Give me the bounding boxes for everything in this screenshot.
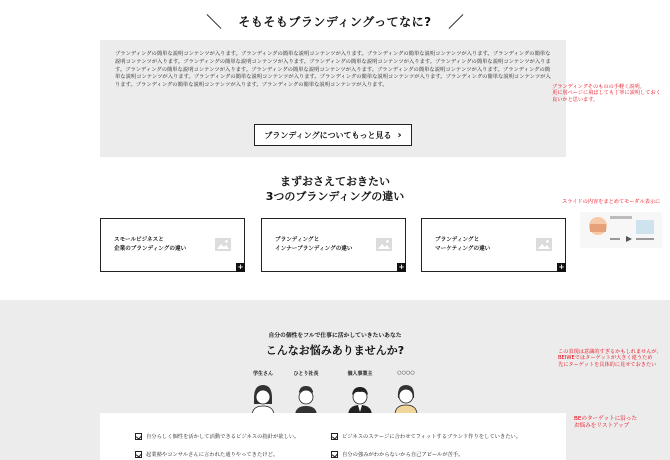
student-avatar-icon (248, 382, 278, 416)
image-placeholder-icon (215, 238, 231, 251)
section2-title-line1: まずおさえておきたい (280, 175, 390, 188)
checkbox-checked-icon (135, 433, 142, 440)
troubles-title: こんなお悩みありませんか? (265, 344, 405, 357)
card-title-line1: スモールビジネスと (114, 237, 164, 243)
image-placeholder-icon (536, 238, 552, 251)
annotation-note-2: スライドの内容をまとめてモーダル表示に (562, 199, 661, 205)
card-small-business[interactable] (100, 218, 245, 272)
card-inner-branding[interactable] (261, 218, 406, 272)
troubles-subtitle: 自分の個性をフルで仕事に活かしていきたいあなた (268, 333, 402, 339)
card-title-line2: マーケティングの違い (435, 246, 491, 252)
section1-heading (0, 11, 670, 31)
troubles-list-panel (100, 413, 566, 460)
slash-left-icon (207, 14, 222, 29)
persona-label: 学生さん (252, 371, 273, 377)
annotation-note-3: この表現は意識的すぎるかもしれませんが、 BEIWEではターゲットが大きく違うため 先にターゲットを具体的に見せておきたい (558, 349, 662, 368)
card-marketing[interactable] (421, 218, 566, 272)
checkbox-checked-icon (331, 433, 338, 440)
card-title (275, 236, 352, 254)
slash-right-icon (448, 14, 463, 29)
plus-icon[interactable]: + (558, 263, 565, 271)
section2-title-line2: 3つのブランディングの違い (265, 190, 405, 203)
image-placeholder-icon (376, 238, 392, 251)
card-title-line1: ブランディングと (435, 237, 480, 243)
description-panel (100, 40, 566, 157)
persona-label: 個人事業主 (347, 371, 373, 377)
slide-thumbnail-image (580, 212, 662, 248)
troubles-section (0, 300, 670, 460)
card-title (114, 236, 186, 254)
sole-proprietor-avatar-icon (345, 382, 375, 416)
card-title (435, 236, 490, 254)
checkbox-checked-icon (135, 451, 142, 458)
card-title-line1: ブランディングと (275, 237, 320, 243)
persona-label: ○○○○ (397, 370, 415, 376)
card-title-line2: インナーブランディングの違い (275, 246, 353, 252)
plus-icon[interactable]: + (237, 263, 244, 271)
annotation-note-1: ブランディングそのものの手軽く説明。 更に別ページに飛ばしても丁寧に説明しておく 良いかと思います。 (552, 84, 661, 103)
section1-title: そもそもブランディングってなに? (238, 14, 432, 29)
persona-other (391, 370, 421, 419)
trouble-item (331, 432, 521, 440)
trouble-item (135, 432, 299, 440)
chevron-right-icon: › (397, 129, 402, 141)
card-title-line2: 企業のブランディングの違い (114, 246, 187, 252)
more-button-label: ブランディングについてもっと見る (264, 130, 392, 140)
persona-label: ひとり社長 (293, 371, 319, 377)
trouble-text: 自分らしく個性を活かして活動できるビジネスの指針が欲しい。 (146, 434, 300, 440)
solo-ceo-avatar-icon (291, 382, 321, 416)
checkbox-checked-icon (331, 451, 338, 458)
trouble-text: 起業塾やコンサルさんに言われた通りやってきたけど。 (146, 452, 279, 458)
other-avatar-icon (391, 381, 421, 415)
trouble-item (135, 450, 278, 458)
trouble-text: ビジネスのステージに合わせてフィットするブランド作りをしていきたい。 (342, 434, 522, 440)
more-about-branding-button[interactable] (254, 124, 412, 146)
description-text: ブランディングの簡単な説明コンテンツが入ります。ブランディングの簡単な説明コンテンツが入ります。ブランディングの簡単な説明コンテンツが入ります。ブランディングの簡単な説明コンテンツが入ります。ブランディングの簡単な説明コンテンツが入ります。ブランディングの簡単な説明コンテンツが入ります。ブランディングの簡単な説明コンテンツが入ります。ブランディングの簡単な説明コンテンツが入ります。ブランディングの簡単な説明コンテンツが入ります。ブランディングの簡単な説明コンテンツが入ります。ブランディングの簡単な説明コンテンツが入ります。ブランディングの簡単な説明コンテンツが入ります。ブランディングの簡単な説明コンテンツが入ります。ブランディングの簡単な説明コンテンツが入ります。ブランディングの簡単な説明コンテンツが入ります。ブランディングの簡単な説明コンテンツが入ります。 (115, 51, 551, 89)
trouble-item (331, 450, 464, 458)
plus-icon[interactable]: + (398, 263, 405, 271)
annotation-note-4: BEのターゲットに沿った お悩みをリストアップ (574, 416, 638, 429)
trouble-text: 自分の強みがわからないから自己アピールが苦手。 (342, 452, 464, 458)
